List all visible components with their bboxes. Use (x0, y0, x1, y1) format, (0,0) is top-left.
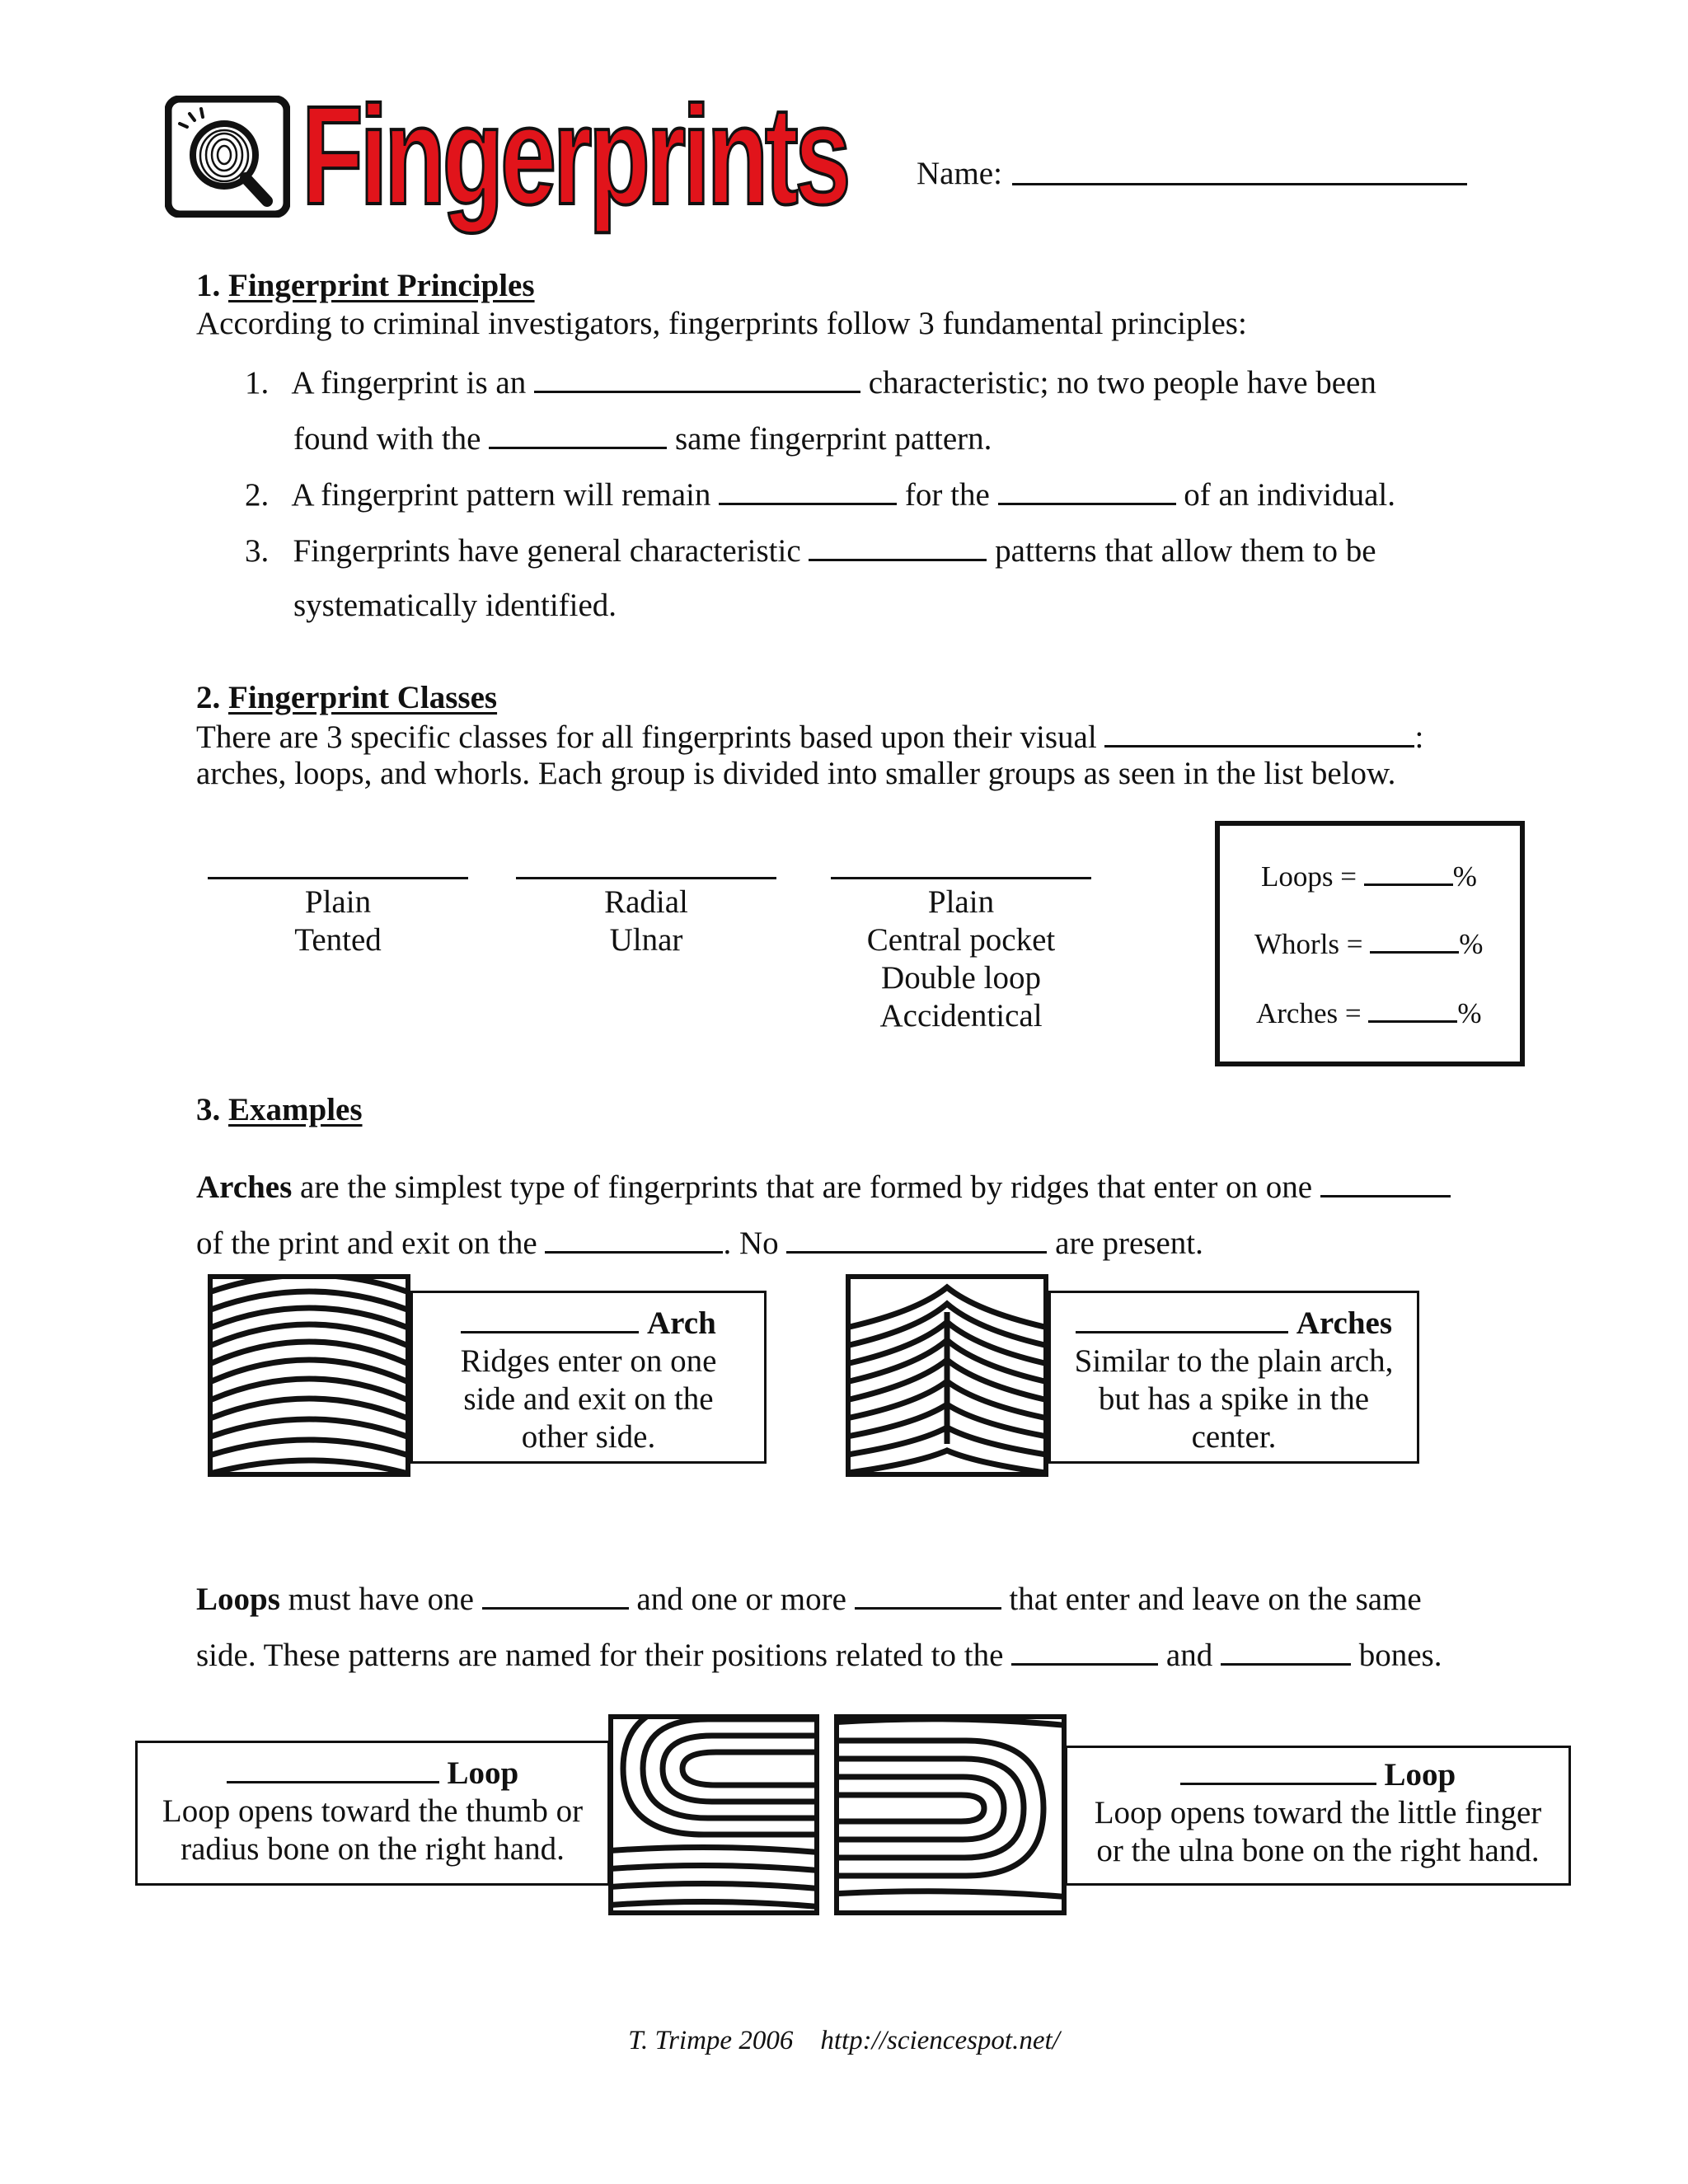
blank-principle2-a[interactable] (719, 475, 897, 505)
caption-line: center. (1191, 1419, 1277, 1455)
blank-loops-ridges[interactable] (855, 1579, 1001, 1610)
subclass-item: Plain (927, 884, 995, 920)
footer-url[interactable]: http://sciencespot.net/ (820, 2026, 1060, 2055)
percentage-box (1215, 821, 1525, 1066)
principle-1-line2: found with the same fingerprint pattern. (293, 419, 992, 458)
plain-arch-fingerprint-image (208, 1274, 410, 1477)
section2-title: Fingerprint Classes (228, 680, 498, 715)
logo (162, 77, 848, 234)
arches-line2: of the print and exit on the . No are present. (196, 1223, 1203, 1263)
section2-line2: arches, loops, and whorls. Each group is divided into smaller groups as seen in the list below. (196, 756, 1396, 791)
class-col3 (831, 883, 1091, 1035)
section2-line1: There are 3 specific classes for all fingerprints based upon their visual : (196, 717, 1423, 757)
blank-loops-bone2[interactable] (1221, 1635, 1351, 1666)
section2-heading: 2. Fingerprint Classes (196, 680, 498, 715)
subclass-item: Accidentical (879, 998, 1043, 1033)
blank-pct-whorls[interactable] (1370, 928, 1459, 954)
caption-line: Ridges enter on one (460, 1343, 717, 1379)
tented-arch-caption-box: Arches Similar to the plain arch, but has a spike in the center. (1048, 1291, 1419, 1464)
name-label: Name: (917, 156, 1002, 191)
blank-loops-bone1[interactable] (1011, 1635, 1158, 1666)
blank-radial-loop[interactable] (227, 1753, 439, 1783)
tented-arch-fingerprint-image (846, 1274, 1048, 1477)
blank-loops-core[interactable] (482, 1579, 629, 1610)
class-col3-blank[interactable] (831, 877, 1091, 879)
ulnar-loop-fingerprint-image (834, 1714, 1067, 1915)
loops-line1: Loops must have one and one or more that enter and leave on the same (196, 1579, 1422, 1619)
blank-principle2-b[interactable] (998, 475, 1176, 505)
blank-arches-none[interactable] (786, 1223, 1047, 1254)
blank-principle1-b[interactable] (489, 419, 667, 449)
caption-line: side and exit on the (463, 1381, 714, 1417)
magnifier-fingerprint-icon (165, 96, 290, 218)
name-input-line[interactable] (1012, 183, 1467, 185)
blank-tented-arch[interactable] (1076, 1303, 1288, 1333)
section3-title: Examples (228, 1092, 363, 1127)
caption-line: or the ulna bone on the right hand. (1096, 1833, 1540, 1868)
section3-heading: 3. Examples (196, 1092, 363, 1127)
section1-heading: 1. Fingerprint Principles (196, 268, 535, 303)
blank-visual-pattern[interactable] (1104, 717, 1414, 748)
subclass-item: Central pocket (866, 922, 1056, 958)
blank-principle3[interactable] (809, 531, 987, 561)
section1-title: Fingerprint Principles (228, 268, 535, 303)
arches-line1: Arches are the simplest type of fingerprints that are formed by ridges that enter on one (196, 1167, 1451, 1207)
blank-principle1-a[interactable] (534, 363, 860, 393)
caption-line: Similar to the plain arch, (1074, 1343, 1394, 1379)
ulnar-loop-caption-box: Loop Loop opens toward the little finger or the ulna bone on the right hand. (1065, 1746, 1571, 1886)
footer-author: T. Trimpe 2006 (628, 2026, 794, 2055)
class-col2 (516, 883, 776, 959)
subclass-item: Radial (604, 884, 688, 920)
caption-line: radius bone on the right hand. (181, 1831, 565, 1867)
blank-arches-other[interactable] (545, 1223, 723, 1254)
loops-line2: side. These patterns are named for their positions related to the and bones. (196, 1635, 1442, 1675)
pct-loops-row: Loops = % (1261, 860, 1477, 893)
logo-text: Fingerprints (302, 77, 848, 234)
subclass-item: Plain (304, 884, 372, 920)
subclass-item: Double loop (881, 960, 1041, 996)
caption-line: Loop opens toward the little finger (1094, 1795, 1542, 1830)
blank-pct-loops[interactable] (1364, 860, 1453, 886)
footer (0, 2026, 1688, 2056)
caption-line: Loop opens toward the thumb or (162, 1793, 584, 1829)
principle-3-line1: 3. Fingerprints have general characteristic patterns that allow them to be (245, 531, 1376, 570)
class-col1 (208, 883, 468, 959)
plain-arch-caption-box: Arch Ridges enter on one side and exit on the other side. (410, 1291, 767, 1464)
subclass-item: Tented (294, 922, 382, 958)
class-col1-blank[interactable] (208, 877, 468, 879)
radial-loop-caption-box: Loop Loop opens toward the thumb or radius bone on the right hand. (135, 1741, 610, 1886)
subclass-item: Ulnar (609, 922, 683, 958)
blank-plain-arch[interactable] (461, 1303, 639, 1333)
section1-intro: According to criminal investigators, fingerprints follow 3 fundamental principles: (196, 306, 1247, 341)
blank-ulnar-loop[interactable] (1180, 1755, 1376, 1785)
blank-arches-side[interactable] (1320, 1167, 1451, 1197)
principle-1-line1: 1. A fingerprint is an characteristic; no two people have been (245, 363, 1376, 402)
radial-loop-fingerprint-image (608, 1714, 819, 1915)
caption-line: but has a spike in the (1098, 1381, 1370, 1417)
pct-arches-row: Arches = % (1256, 997, 1482, 1029)
caption-line: other side. (521, 1419, 656, 1455)
principle-3-line2: systematically identified. (293, 588, 617, 623)
principle-2: 2. A fingerprint pattern will remain for the of an individual. (245, 475, 1395, 514)
pct-whorls-row: Whorls = % (1254, 928, 1484, 960)
class-col2-blank[interactable] (516, 877, 776, 879)
blank-pct-arches[interactable] (1368, 997, 1457, 1023)
